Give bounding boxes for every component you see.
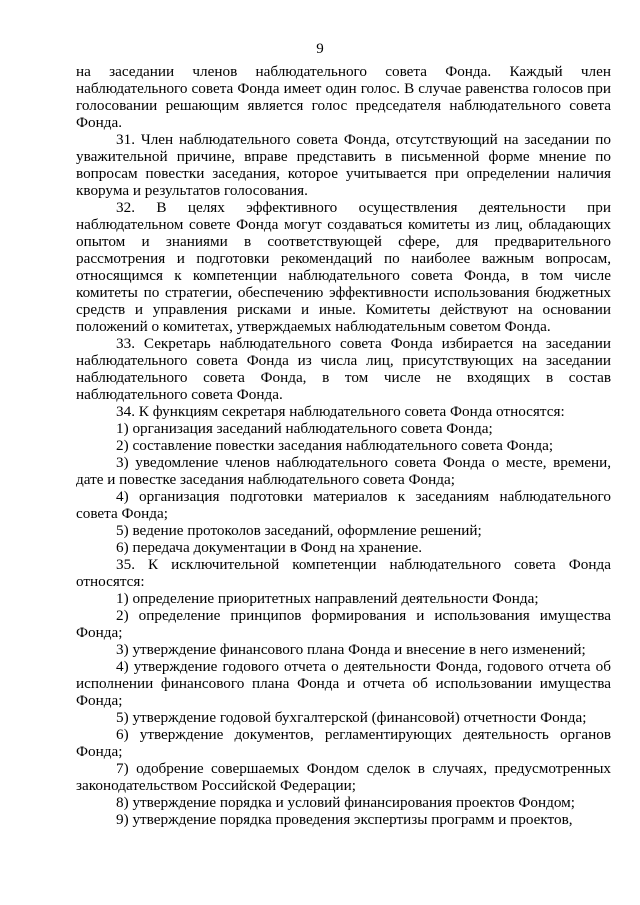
paragraph-continuation: на заседании членов наблюдательного совета Фонда. Каждый член наблюдательного совета Фонда имеет один голос. В случае равенства голосов при голосовании решающим является голос председателя наблюдательного совета Фонда. (76, 63, 611, 131)
list-item-35-8: 8) утверждение порядка и условий финансирования проектов Фондом; (116, 794, 575, 811)
list-item-34-2: 2) составление повестки заседания наблюдательного совета Фонда; (116, 437, 554, 454)
document-body (76, 63, 611, 828)
list-item-35-3: 3) утверждение финансового плана Фонда и внесение в него изменений; (116, 641, 586, 658)
list-item-35-7: 7) одобрение совершаемых Фондом сделок в случаях, предусмотренных законодательством Российской Федерации; (76, 760, 611, 794)
list-item-34-1: 1) организация заседаний наблюдательного совета Фонда; (116, 420, 493, 437)
list-item-35-4: 4) утверждение годового отчета о деятельности Фонда, годового отчета об исполнении финансового плана Фонда и отчета об использовании имущества Фонда; (76, 658, 611, 709)
list-item-35-1: 1) определение приоритетных направлений деятельности Фонда; (116, 590, 539, 607)
paragraph-34: 34. К функциям секретаря наблюдательного совета Фонда относятся: (116, 403, 565, 420)
paragraph-31: 31. Член наблюдательного совета Фонда, отсутствующий на заседании по уважительной причине, вправе представить в письменной форме мнение по вопросам повестки заседания, которое учитывается при определении наличия кворума и результатов голосования. (76, 131, 611, 199)
list-item-34-4: 4) организация подготовки материалов к заседаниям наблюдательного совета Фонда; (76, 488, 611, 522)
list-item-35-2: 2) определение принципов формирования и использования имущества Фонда; (76, 607, 611, 641)
list-item-35-9: 9) утверждение порядка проведения экспертизы программ и проектов, (116, 811, 573, 828)
list-item-34-6: 6) передача документации в Фонд на хранение. (116, 539, 423, 556)
paragraph-33: 33. Секретарь наблюдательного совета Фонда избирается на заседании наблюдательного совета Фонда из числа лиц, присутствующих на заседании наблюдательного совета Фонда, в том числе не входящих в состав наблюдательного совета Фонда. (76, 335, 611, 403)
list-item-34-5: 5) ведение протоколов заседаний, оформление решений; (116, 522, 482, 539)
paragraph-35: 35. К исключительной компетенции наблюдательного совета Фонда относятся: (76, 556, 611, 590)
page-number: 9 (316, 41, 324, 57)
paragraph-32: 32. В целях эффективного осуществления деятельности при наблюдательном совете Фонда могут создаваться комитеты из лиц, обладающих опытом и знаниями в соответствующей сфере, для предварительного рассмотрения и подготовки рекомендаций по наиболее важным вопросам, относящимся к компетенции наблюдательного совета Фонда, в том числе комитеты по стратегии, обеспечению эффективности использования бюджетных средств и управления рисками и иные. Комитеты действуют на основании положений о комитетах, утверждаемых наблюдательным советом Фонда. (76, 199, 611, 335)
list-item-35-5: 5) утверждение годовой бухгалтерской (финансовой) отчетности Фонда; (116, 709, 587, 726)
list-item-35-6: 6) утверждение документов, регламентирующих деятельность органов Фонда; (76, 726, 611, 760)
list-item-34-3: 3) уведомление членов наблюдательного совета Фонда о месте, времени, дате и повестке заседания наблюдательного совета Фонда; (76, 454, 611, 488)
